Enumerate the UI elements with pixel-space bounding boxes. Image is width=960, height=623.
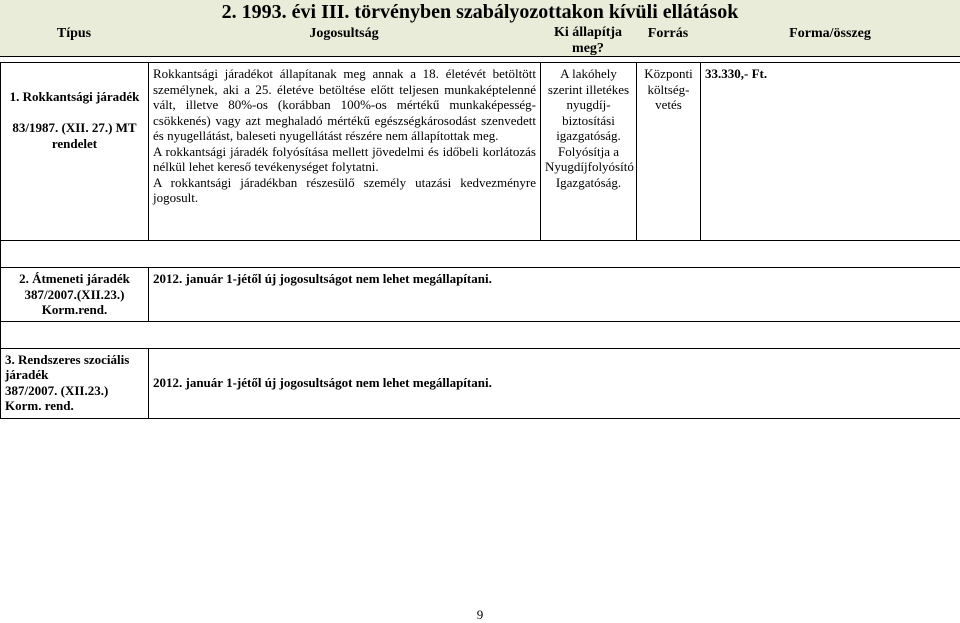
row1-forma: 33.330,- Ft. <box>701 63 960 241</box>
header-jogosultsag: Jogosultság <box>309 26 379 41</box>
row2-jogosultsag: 2012. január 1-jétől új jogosultságot nem lehet megállapítani. <box>149 268 960 322</box>
header-tipus: Típus <box>56 26 92 41</box>
header-forras: Forrás <box>647 26 689 41</box>
page-number: 9 <box>476 607 484 622</box>
row1-type: 1. Rokkantsági járadék 83/1987. (XII. 27.) MT rendelet <box>1 63 149 241</box>
table-row <box>1 63 960 241</box>
benefits-table <box>0 62 960 419</box>
header-forma: Forma/összeg <box>789 26 871 41</box>
header-ki-allapitja: Ki állapítja meg? <box>553 25 623 56</box>
row1-ki-allapitja: A lakóhely szerint illetékes nyugdíj- biztosítási igazgatóság. Folyósítja a Nyugdíjfolyósító Igazgatóság. <box>541 63 637 241</box>
table-row <box>1 348 960 418</box>
row3-type: 3. Rendszeres szociális járadék 387/2007. (XII.23.) Korm. rend. <box>1 348 149 418</box>
page-title: 2. 1993. évi III. törvényben szabályozottakon kívüli ellátások <box>0 0 960 24</box>
row3-jogosultsag: 2012. január 1-jétől új jogosultságot nem lehet megállapítani. <box>149 348 960 418</box>
row1-jogosultsag: Rokkantsági járadékot állapítanak meg annak a 18. életévét betöltött személynek, aki a 25. életéve betöltése előtt teljesen munkaképtelenné vált, illetve 80%-os (korábban 100%-os mértékű munkaképesség-csökkenés) vagy azt meghaladó mértékű egészségkárosodást szenvedett és nyugellátást, baleseti nyugellátást részére nem állapítottak meg. A rokkantsági járadék folyósítása mellett jövedelmi és időbeli korlátozás nélkül lehet kereső tevékenységet folytatni. A rokkantsági járadékban részesülő személy utazási kedvezményre jogosult. <box>149 63 541 241</box>
row2-type: 2. Átmeneti járadék 387/2007.(XII.23.) Korm.rend. <box>1 268 149 322</box>
table-row <box>1 268 960 322</box>
row1-forras: Központi költség- vetés <box>637 63 701 241</box>
table-header <box>0 24 960 57</box>
